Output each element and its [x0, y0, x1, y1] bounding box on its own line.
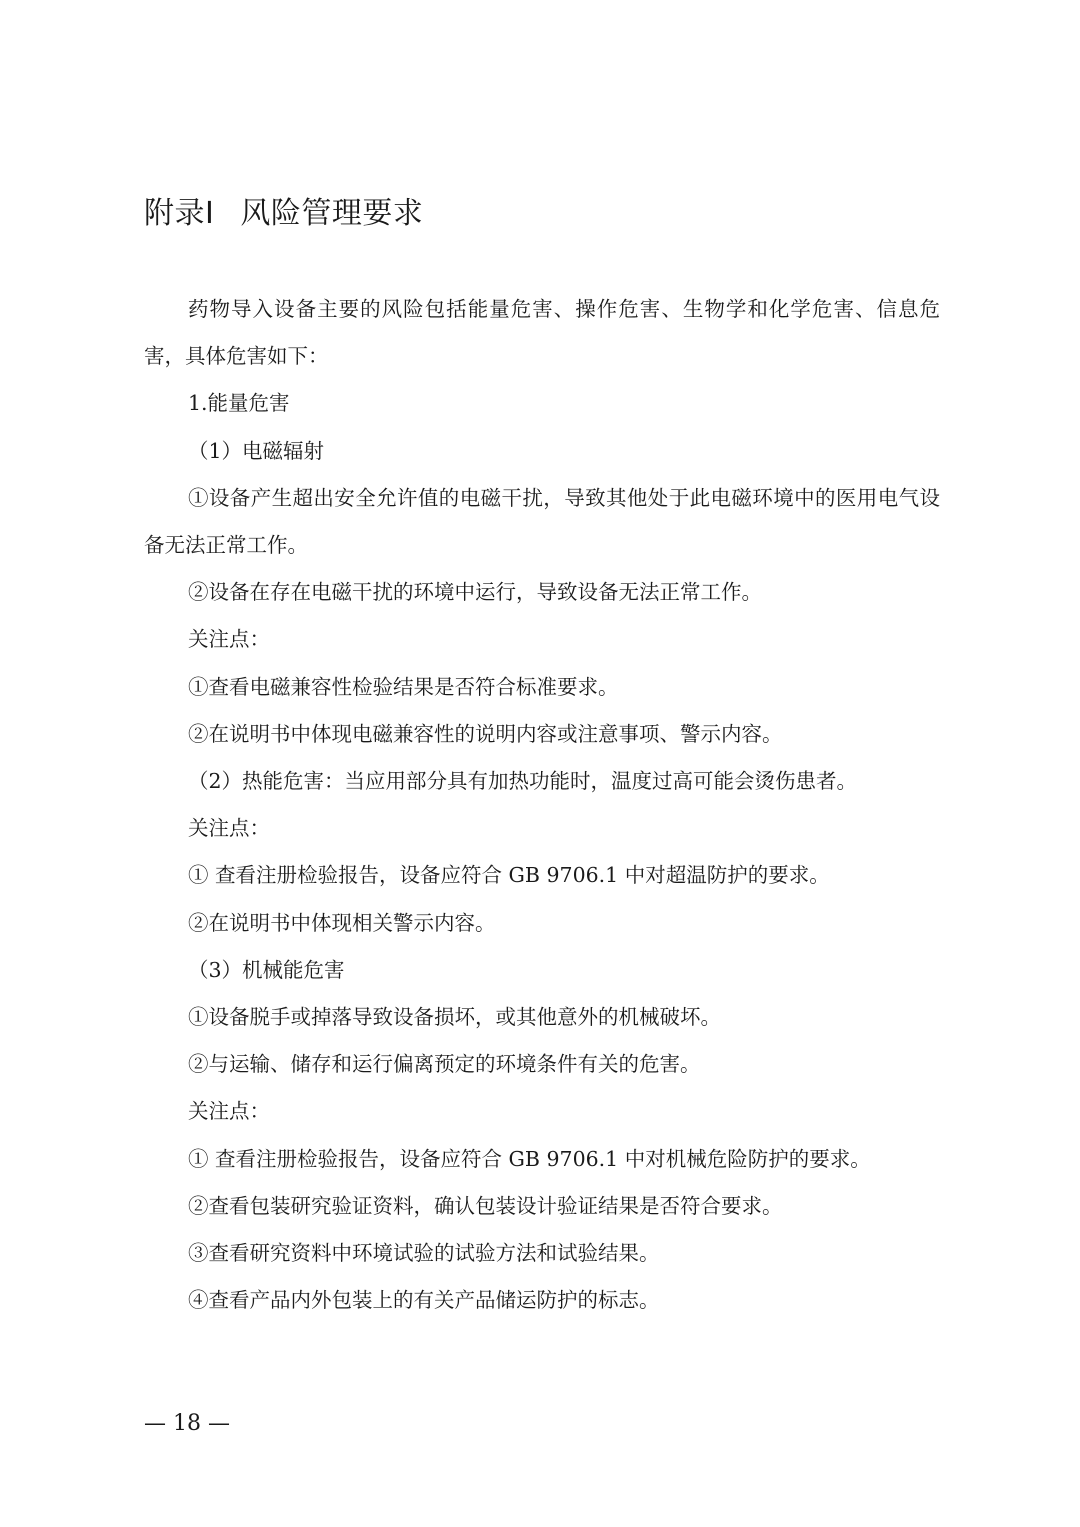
subsection-mechanical-hazard: （3）机械能危害	[188, 957, 345, 982]
list-item: ②查看包装研究验证资料，确认包装设计验证结果是否符合要求。	[188, 1193, 783, 1218]
list-item: ①设备产生超出安全允许值的电磁干扰，导致其他处于此电磁环境中的医用电气设备无法正常工作。	[144, 485, 940, 558]
list-item: ②在说明书中体现相关警示内容。	[188, 910, 496, 935]
list-item: ① 查看注册检验报告，设备应符合 GB 9706.1 中对机械危险防护的要求。	[188, 1146, 871, 1171]
appendix-label: 附录I	[144, 196, 215, 231]
subsection-thermal-hazard: （2）热能危害：当应用部分具有加热功能时，温度过高可能会烫伤患者。	[188, 769, 858, 794]
list-item: ①设备脱手或掉落导致设备损坏，或其他意外的机械破坏。	[188, 1005, 721, 1030]
intro-paragraph: 药物导入设备主要的风险包括能量危害、操作危害、生物学和化学危害、信息危害，具体危害如下：	[144, 297, 940, 369]
focus-points-label: 关注点：	[188, 1099, 270, 1124]
list-item: ②在说明书中体现电磁兼容性的说明内容或注意事项、警示内容。	[188, 721, 783, 746]
section-heading-energy-hazard: 1.能量危害	[188, 391, 290, 416]
list-item: ① 查看注册检验报告，设备应符合 GB 9706.1 中对超温防护的要求。	[188, 863, 830, 888]
list-item: ②设备在存在电磁干扰的环境中运行，导致设备无法正常工作。	[188, 580, 762, 605]
body-text	[144, 286, 940, 1324]
page-number: — 18 —	[144, 1411, 230, 1436]
list-item: ③查看研究资料中环境试验的试验方法和试验结果。	[188, 1241, 660, 1266]
appendix-title	[144, 192, 423, 236]
list-item: ④查看产品内外包装上的有关产品储运防护的标志。	[188, 1288, 660, 1313]
list-item: ②与运输、储存和运行偏离预定的环境条件有关的危害。	[188, 1052, 701, 1077]
appendix-heading-text: 风险管理要求	[240, 196, 424, 231]
list-item: ①查看电磁兼容性检验结果是否符合标准要求。	[188, 674, 619, 699]
subsection-electromagnetic-radiation: （1）电磁辐射	[188, 438, 325, 463]
focus-points-label: 关注点：	[188, 627, 270, 652]
focus-points-label: 关注点：	[188, 816, 270, 841]
